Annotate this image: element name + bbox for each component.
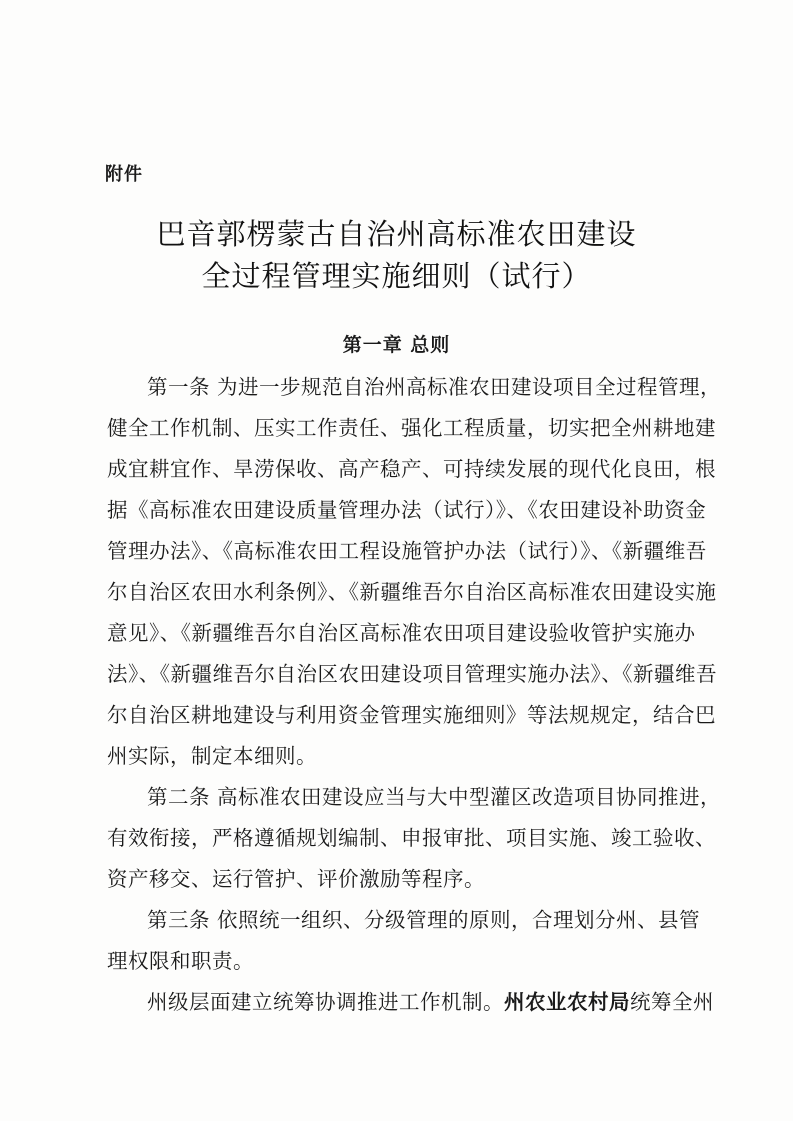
paragraph-line: 第一条 为进一步规范自治州高标准农田建设项目全过程管理，	[147, 375, 722, 399]
text-segment: 统筹全州	[630, 990, 714, 1014]
paragraph-line: 理权限和职责。	[107, 949, 254, 973]
paragraph-line: 有效衔接，严格遵循规划编制、申报审批、项目实施、竣工验收、	[107, 826, 716, 850]
paragraph-line: 第三条 依照统一组织、分级管理的原则，合理划分州、县管	[147, 908, 701, 932]
annex-label: 附件	[105, 164, 143, 185]
paragraph-line: 成宜耕宜作、旱涝保收、高产稳产、可持续发展的现代化良田，根	[107, 457, 716, 481]
emphasized-text: 州农业农村局	[504, 990, 630, 1014]
paragraph-line: 管理办法》、《高标准农田工程设施管护办法（试行）》、《新疆维吾	[107, 539, 707, 563]
paragraph-line: 尔自治区农田水利条例》、《新疆维吾尔自治区高标准农田建设实施	[107, 580, 717, 604]
text-segment: 州级层面建立统筹协调推进工作机制。	[147, 990, 504, 1014]
paragraph-line: 州实际，制定本细则。	[107, 744, 317, 768]
document-title-line-1: 巴音郭楞蒙古自治州高标准农田建设	[156, 217, 637, 251]
paragraph-line: 法》、《新疆维吾尔自治区农田建设项目管理实施办法》、《新疆维吾	[107, 662, 717, 686]
paragraph-line: 资产移交、运行管护、评价激励等程序。	[107, 867, 485, 891]
paragraph-line: 据《高标准农田建设质量管理办法（试行）》、《农田建设补助资金	[107, 498, 707, 522]
paragraph-line: 意见》、《新疆维吾尔自治区高标准农田项目建设验收管护实施办	[107, 621, 696, 645]
paragraph-line	[147, 985, 714, 1015]
chapter-heading: 第一章 总则	[342, 334, 451, 356]
paragraph-line: 尔自治区耕地建设与利用资金管理实施细则》等法规规定，结合巴	[107, 703, 716, 727]
paragraph-line: 第二条 高标准农田建设应当与大中型灌区改造项目协同推进，	[147, 785, 722, 809]
document-title-line-2: 全过程管理实施细则（试行）	[201, 259, 592, 293]
paragraph-line: 健全工作机制、压实工作责任、强化工程质量，切实把全州耕地建	[107, 416, 716, 440]
